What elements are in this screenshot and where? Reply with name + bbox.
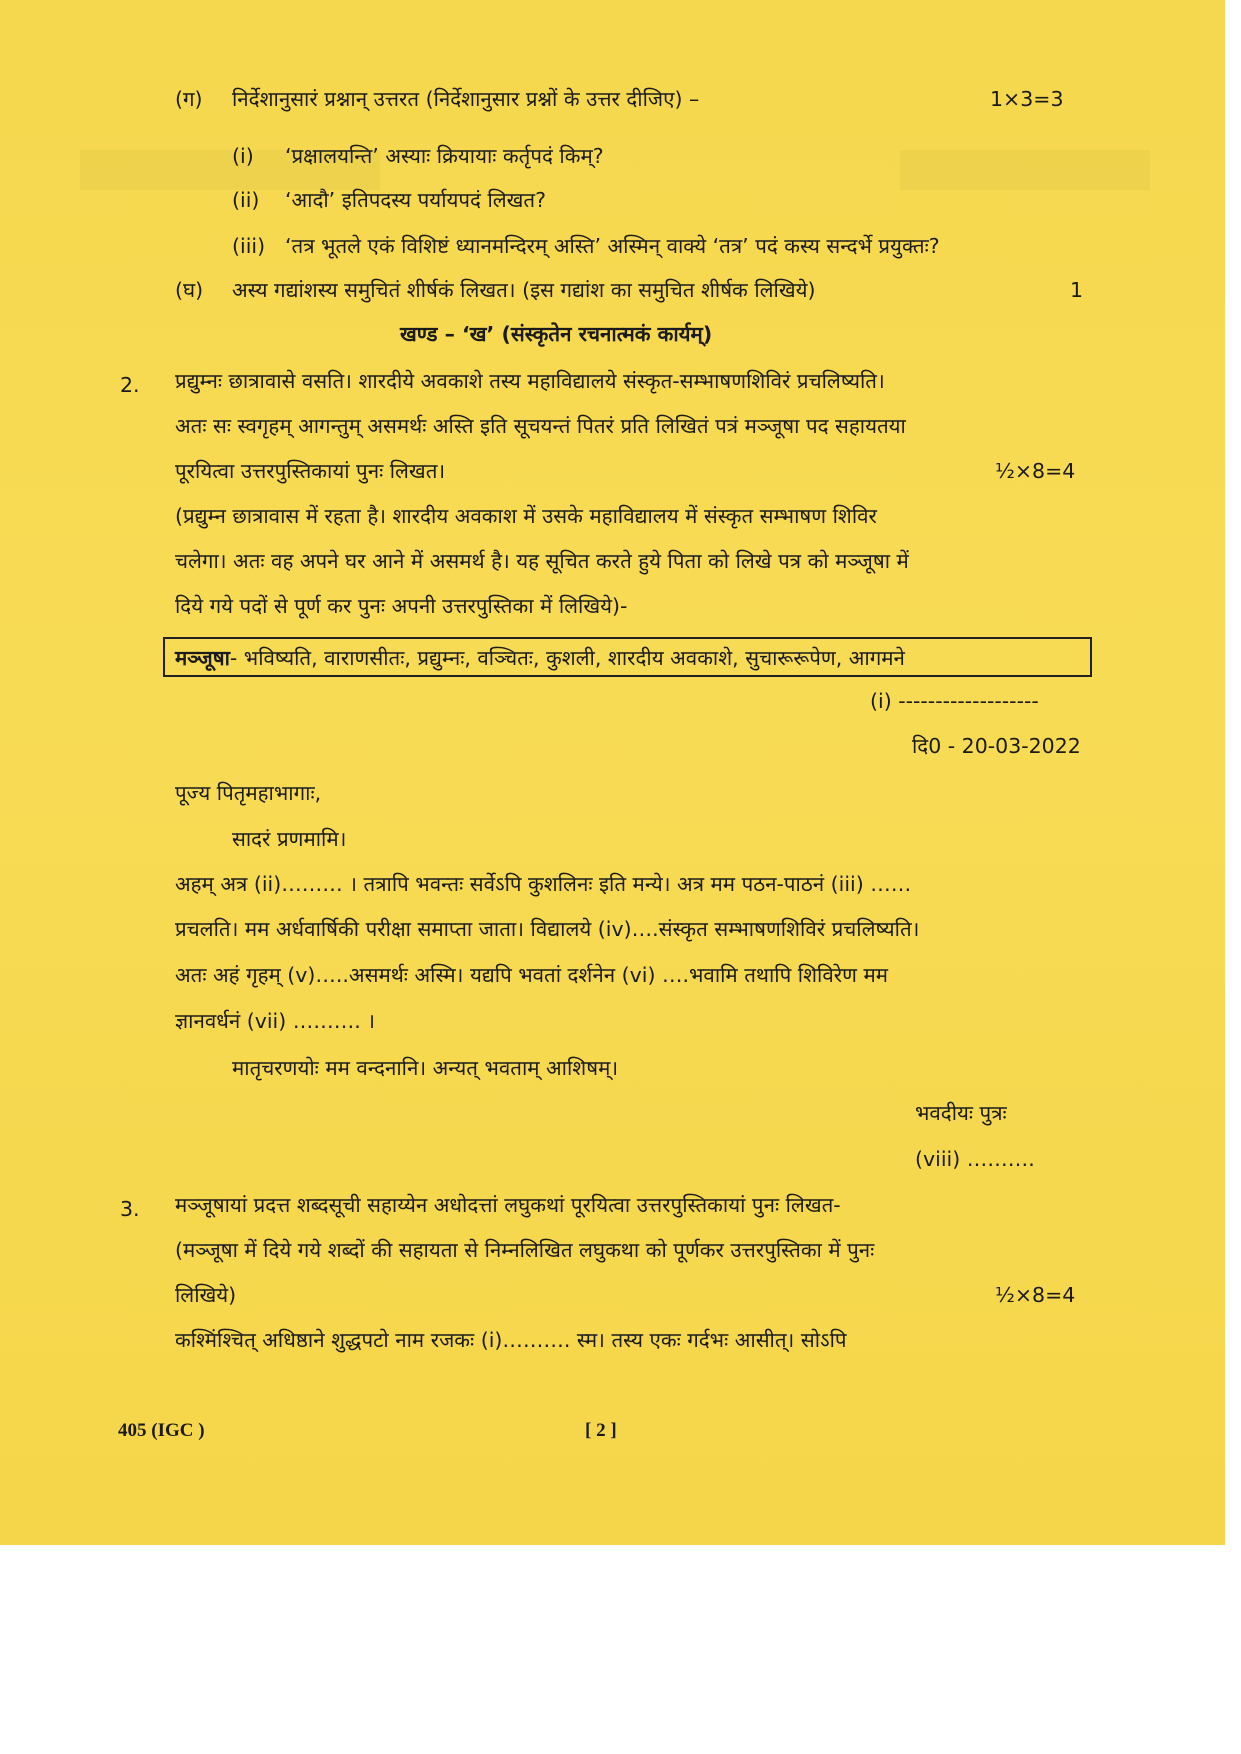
question-3-hindi-line: (मञ्जूषा में दिये गये शब्दों की सहायता से निम्नलिखित लघुकथा को पूर्णकर उत्तरपुस्तिका में पुनः [175, 1238, 875, 1262]
question-g-item-label: (ii) [232, 188, 260, 212]
letter-body-line: प्रचलति। मम अर्धवार्षिकी परीक्षा समाप्ता जाता। विद्यालये (iv)….संस्कृत सम्भाषणशिविरं प्रचलिष्यति। [175, 917, 920, 941]
show-through-shadow [900, 150, 1150, 190]
question-gh-marks: 1 [1070, 278, 1084, 302]
question-g-label: (ग) [175, 87, 203, 111]
question-2-line: पूरयित्वा उत्तरपुस्तिकायां पुनः लिखत। [175, 459, 446, 483]
question-2-hindi-line: (प्रद्युम्न छात्रावास में रहता है। शारदीय अवकाश में उसके महाविद्यालय में संस्कृत सम्भाषण शिविर [175, 504, 877, 528]
question-2-line: अतः सः स्वगृहम् आगन्तुम् असमर्थः अस्ति इति सूचयन्तं पितरं प्रति लिखितं पत्रं मञ्जूषा पद सहायतया [175, 414, 906, 438]
section-title: खण्ड – ‘ख’ (संस्कृतेन रचनात्मकं कार्यम्) [400, 322, 713, 346]
paper-code: 405 (IGC ) [118, 1420, 205, 1441]
letter-regards: मातृचरणयोः मम वन्दनानि। अन्यत् भवताम् आशिषम्। [232, 1056, 619, 1080]
letter-greeting: सादरं प्रणमामि। [232, 827, 347, 851]
question-g-marks: 1×3=3 [990, 87, 1064, 111]
question-gh-text: अस्य गद्यांशस्य समुचितं शीर्षकं लिखत। (इस गद्यांश का समुचित शीर्षक लिखिये) [232, 278, 816, 302]
page-number: [ 2 ] [585, 1420, 617, 1441]
letter-body-line: अतः अहं गृहम् (v)…..असमर्थः अस्मि। यद्यपि भवतां दर्शनेन (vi) ….भवामि तथापि शिविरेण मम [175, 963, 888, 987]
letter-body-line: ज्ञानवर्धनं (vii) ………. । [175, 1009, 376, 1033]
question-g-item-text: ‘तत्र भूतले एकं विशिष्टं ध्यानमन्दिरम् अस्ति’ अस्मिन् वाक्ये ‘तत्र’ पदं कस्य सन्दर्भे प्रयुक्तः? [285, 234, 940, 258]
question-g-item-label: (iii) [232, 234, 266, 258]
letter-blank-i: (i) ------------------- [870, 689, 1039, 713]
question-3-hindi-line: लिखिये) [175, 1283, 237, 1307]
question-2-marks: ½×8=4 [995, 459, 1076, 483]
letter-signature: (viii) ………. [915, 1147, 1035, 1171]
question-3-line: मञ्जूषायां प्रदत्त शब्दसूची सहाय्येन अधोदत्तां लघुकथां पूरयित्वा उत्तरपुस्तिकायां पुनः लिखत- [175, 1193, 841, 1217]
question-2-number: 2. [120, 373, 140, 397]
letter-closing: भवदीयः पुत्रः [915, 1101, 1007, 1125]
question-2-line: प्रद्युम्नः छात्रावासे वसति। शारदीये अवकाशे तस्य महाविद्यालये संस्कृत-सम्भाषणशिविरं प्रचलिष्यति। [175, 369, 885, 393]
question-g-item-label: (i) [232, 144, 254, 168]
question-g-text: निर्देशानुसारं प्रश्नान् उत्तरत (निर्देशानुसार प्रश्नों के उत्तर दीजिए) – [232, 87, 700, 111]
question-2-hindi-line: दिये गये पदों से पूर्ण कर पुनः अपनी उत्तरपुस्तिका में लिखिये)- [175, 594, 628, 618]
manjusha-words: - भविष्यति, वाराणसीतः, प्रद्युम्नः, वञ्चितः, कुशली, शारदीय अवकाशे, सुचारूरूपेण, आगमने [229, 646, 905, 670]
question-g-item-text: ‘आदौ’ इतिपदस्य पर्यायपदं लिखत? [285, 188, 546, 212]
question-2-hindi-line: चलेगा। अतः वह अपने घर आने में असमर्थ है। यह सूचित करते हुये पिता को लिखे पत्र को मञ्जूषा में [175, 549, 909, 573]
question-3-marks: ½×8=4 [995, 1283, 1076, 1307]
question-gh-label: (घ) [175, 278, 204, 302]
letter-body-line: अहम् अत्र (ii)……… । तत्रापि भवन्तः सर्वेऽपि कुशलिनः इति मन्ये। अत्र मम पठन-पाठनं (iii) …… [175, 872, 912, 896]
letter-salutation: पूज्य पितृमहाभागाः, [175, 781, 322, 805]
question-3-number: 3. [120, 1197, 140, 1221]
question-3-story-line: कश्मिंश्चित् अधिष्ठाने शुद्धपटो नाम रजकः (i)………. स्म। तस्य एकः गर्दभः आसीत्। सोऽपि [175, 1328, 847, 1352]
manjusha-word-box [163, 637, 1092, 677]
manjusha-label: मञ्जूषा [175, 646, 230, 670]
question-g-item-text: ‘प्रक्षालयन्ति’ अस्याः क्रियायाः कर्तृपदं किम्? [285, 144, 604, 168]
letter-date: दि0 - 20-03-2022 [912, 734, 1081, 758]
